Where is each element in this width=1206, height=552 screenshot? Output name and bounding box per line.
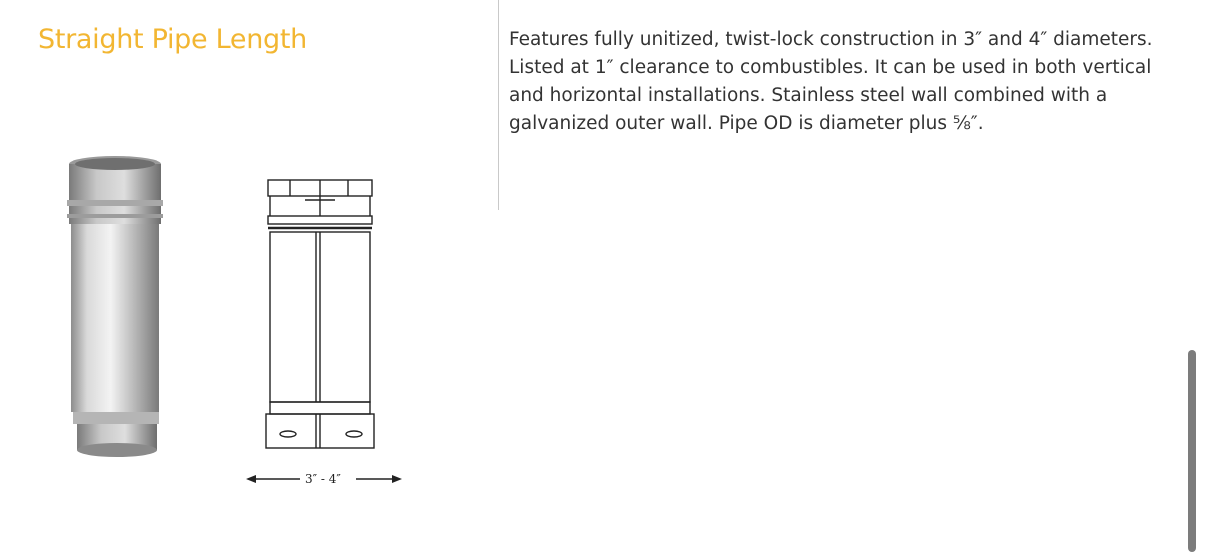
product-title: Straight Pipe Length	[38, 24, 307, 55]
pipe-line-drawing	[230, 170, 390, 460]
product-visual-panel	[0, 0, 498, 552]
scrollbar-thumb[interactable]	[1188, 350, 1196, 552]
product-description: Features fully unitized, twist-lock construction in 3″ and 4″ diameters. Listed at 1″ clearance to combustibles. It can be used in both vertical and horizontal installations. Stainless steel wall combined with a galvanized outer wall. Pipe OD is diameter plus ⅝″.	[509, 29, 1153, 134]
dimension-label: 3″ - 4″	[305, 472, 341, 486]
pipe-photo-image	[55, 150, 185, 470]
dimension-arrow-right-icon	[356, 474, 404, 484]
column-divider	[498, 0, 499, 210]
dimension-arrow-left-icon	[244, 474, 300, 484]
